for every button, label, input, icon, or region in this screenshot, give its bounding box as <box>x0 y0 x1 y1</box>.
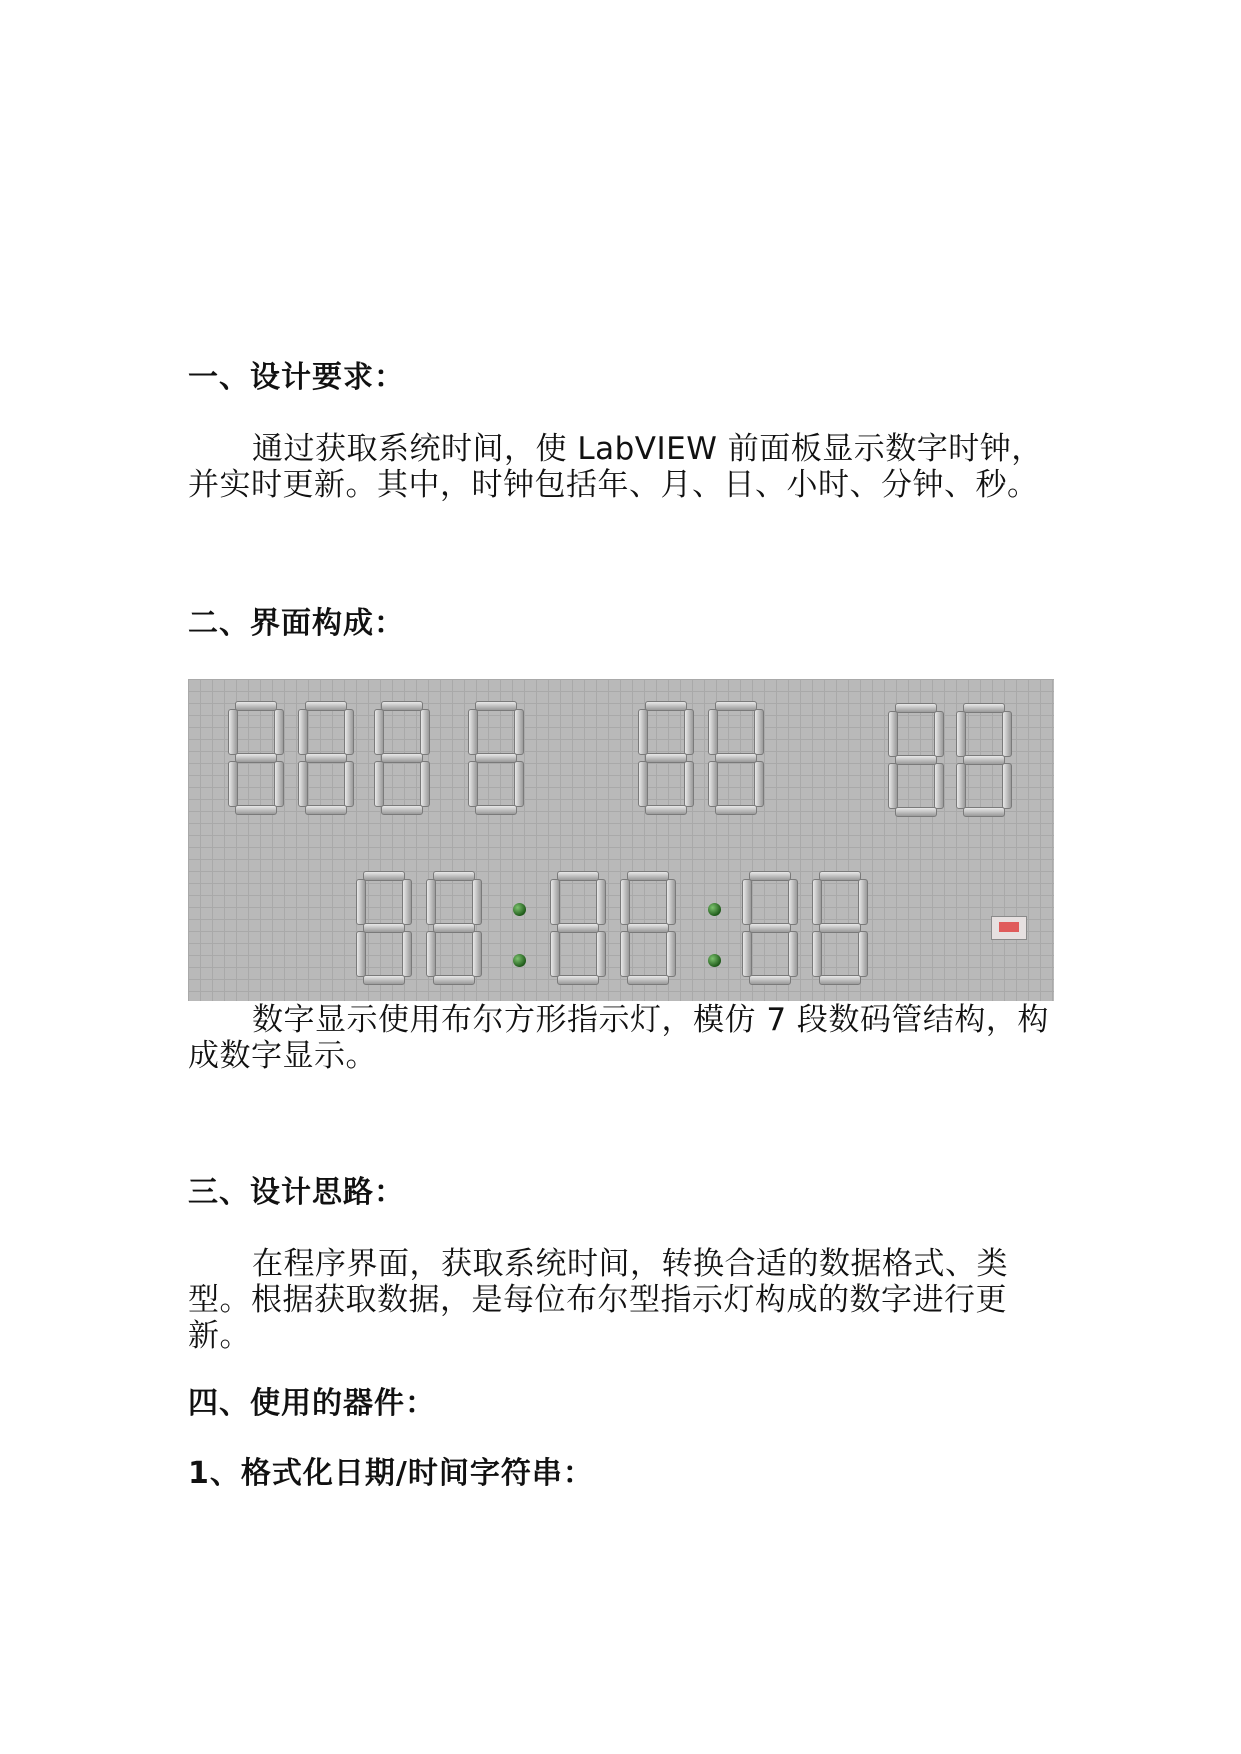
segment <box>468 761 478 807</box>
seven-segment-digit <box>708 701 762 813</box>
segment <box>468 709 478 755</box>
segment <box>627 871 669 881</box>
segment <box>475 805 517 815</box>
paragraph-requirements <box>188 431 1068 503</box>
segment <box>426 879 436 925</box>
segment <box>645 805 687 815</box>
segment <box>475 701 517 711</box>
segment <box>645 701 687 711</box>
segment <box>228 761 238 807</box>
segment <box>627 923 669 933</box>
segment <box>514 709 524 755</box>
segment <box>305 805 347 815</box>
segment <box>684 761 694 807</box>
segment <box>812 931 822 977</box>
segment <box>620 931 630 977</box>
segment <box>475 753 517 763</box>
segment <box>754 709 764 755</box>
seven-segment-digit <box>742 871 796 983</box>
section-heading-design-approach: 三、设计思路： <box>188 1175 405 1210</box>
segment <box>749 871 791 881</box>
segment <box>638 709 648 755</box>
seven-segment-digit <box>550 871 604 983</box>
segment <box>749 923 791 933</box>
seven-segment-digit <box>956 703 1010 815</box>
segment <box>381 805 423 815</box>
paragraph-interface-text: 数字显示使用布尔方形指示灯，模仿 7 段数码管结构，构成数字显示。 <box>188 1002 1049 1074</box>
segment <box>228 709 238 755</box>
segment <box>1002 763 1012 809</box>
segment <box>402 879 412 925</box>
segment <box>895 755 937 765</box>
section-heading-interface: 二、界面构成： <box>188 606 405 641</box>
segment <box>433 923 475 933</box>
paragraph-interface <box>188 1002 1068 1074</box>
segment <box>956 711 966 757</box>
segment <box>895 807 937 817</box>
segment <box>274 761 284 807</box>
seven-segment-digit <box>374 701 428 813</box>
segment <box>1002 711 1012 757</box>
segment <box>596 879 606 925</box>
segment <box>557 923 599 933</box>
segment <box>363 923 405 933</box>
segment <box>819 975 861 985</box>
segment <box>363 871 405 881</box>
segment <box>472 931 482 977</box>
segment <box>356 879 366 925</box>
segment <box>363 975 405 985</box>
segment <box>514 761 524 807</box>
segment <box>888 711 898 757</box>
labview-front-panel-image <box>188 679 1054 1001</box>
segment <box>788 879 798 925</box>
segment <box>934 711 944 757</box>
segment <box>305 753 347 763</box>
segment <box>666 931 676 977</box>
segment <box>627 975 669 985</box>
colon-indicator-icon <box>708 903 721 916</box>
segment <box>426 931 436 977</box>
seven-segment-digit <box>468 701 522 813</box>
segment <box>235 753 277 763</box>
segment <box>374 709 384 755</box>
paragraph-design-approach <box>188 1246 1068 1354</box>
seven-segment-digit <box>812 871 866 983</box>
section-heading-format-datetime: 1、格式化日期/时间字符串： <box>188 1456 594 1491</box>
paragraph-requirements-text: 通过获取系统时间，使 LabVIEW 前面板显示数字时钟，并实时更新。其中，时钟包括年、月、日、小时、分钟、秒。 <box>188 431 1043 503</box>
segment <box>812 879 822 925</box>
seven-segment-digit <box>298 701 352 813</box>
section-heading-requirements: 一、设计要求： <box>188 360 405 395</box>
segment <box>620 879 630 925</box>
segment <box>274 709 284 755</box>
segment <box>742 931 752 977</box>
segment <box>754 761 764 807</box>
segment <box>381 701 423 711</box>
segment <box>596 931 606 977</box>
segment <box>638 761 648 807</box>
seven-segment-digit <box>228 701 282 813</box>
segment <box>963 755 1005 765</box>
segment <box>858 931 868 977</box>
seven-segment-digit <box>888 703 942 815</box>
segment <box>235 701 277 711</box>
segment <box>895 703 937 713</box>
segment <box>402 931 412 977</box>
segment <box>715 701 757 711</box>
seven-segment-digit <box>620 871 674 983</box>
segment <box>344 761 354 807</box>
segment <box>788 931 798 977</box>
segment <box>298 709 308 755</box>
seven-segment-digit <box>356 871 410 983</box>
segment <box>888 763 898 809</box>
segment <box>298 761 308 807</box>
colon-indicator-icon <box>708 954 721 967</box>
segment <box>956 763 966 809</box>
segment <box>550 931 560 977</box>
seven-segment-digit <box>638 701 692 813</box>
segment <box>934 763 944 809</box>
segment <box>666 879 676 925</box>
segment <box>715 753 757 763</box>
segment <box>374 761 384 807</box>
segment <box>749 975 791 985</box>
segment <box>356 931 366 977</box>
stop-button-icon <box>991 916 1027 940</box>
segment <box>645 753 687 763</box>
segment <box>433 975 475 985</box>
segment <box>381 753 423 763</box>
section-heading-components: 四、使用的器件： <box>188 1386 436 1421</box>
seven-segment-digit <box>426 871 480 983</box>
segment <box>963 703 1005 713</box>
segment <box>235 805 277 815</box>
segment <box>708 709 718 755</box>
segment <box>472 879 482 925</box>
segment <box>550 879 560 925</box>
colon-indicator-icon <box>513 954 526 967</box>
paragraph-design-approach-text: 在程序界面，获取系统时间，转换合适的数据格式、类型。根据获取数据，是每位布尔型指示灯构成的数字进行更新。 <box>188 1246 1008 1354</box>
segment <box>557 871 599 881</box>
segment <box>420 761 430 807</box>
segment <box>344 709 354 755</box>
segment <box>742 879 752 925</box>
segment <box>819 923 861 933</box>
segment <box>819 871 861 881</box>
segment <box>708 761 718 807</box>
colon-indicator-icon <box>513 903 526 916</box>
segment <box>684 709 694 755</box>
segment <box>433 871 475 881</box>
segment <box>557 975 599 985</box>
segment <box>420 709 430 755</box>
segment <box>858 879 868 925</box>
segment <box>963 807 1005 817</box>
segment <box>305 701 347 711</box>
segment <box>715 805 757 815</box>
